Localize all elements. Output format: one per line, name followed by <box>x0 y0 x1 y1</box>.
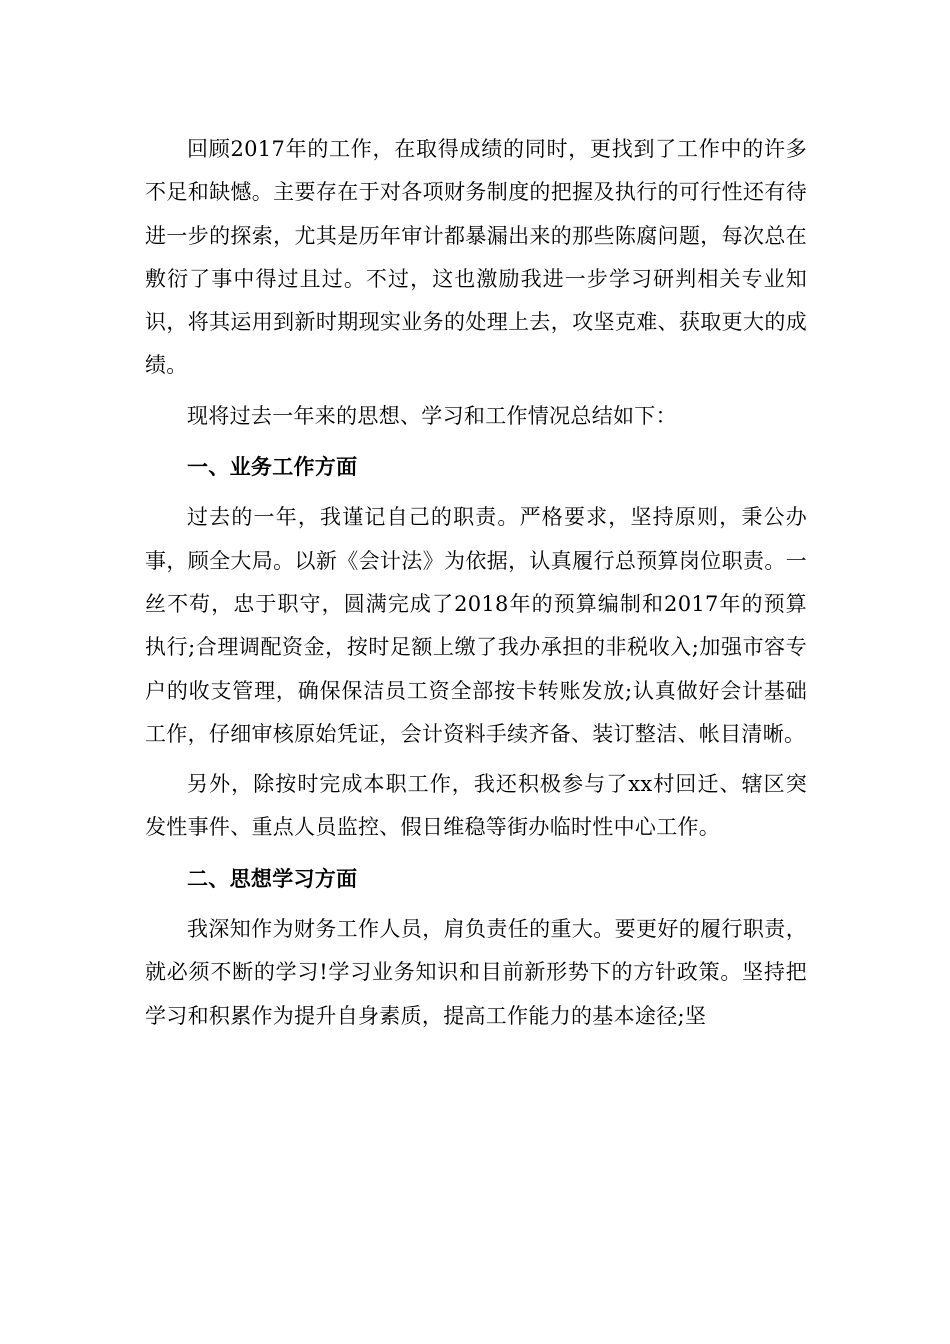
paragraph-business-duties: 过去的一年，我谨记自己的职责。严格要求，坚持原则，秉公办事，顾全大局。以新《会计法》为依据，认真履行总预算岗位职责。一丝不苟，忠于职守，圆满完成了2018年的预算编制和2017年的预算执行;合理调配资金，按时足额上缴了我办承担的非税收入;加强市容专户的收支管理，确保保洁员工资全部按卡转账发放;认真做好会计基础工作，仔细审核原始凭证，会计资料手续齐备、装订整洁、帐目清晰。 <box>145 505 807 746</box>
paragraph-review: 回顾2017年的工作，在取得成绩的同时，更找到了工作中的许多不足和缺憾。主要存在于对各项财务制度的把握及执行的可行性还有待进一步的探索，尤其是历年审计都暴漏出来的那些陈腐问题，每次总在敷衍了事中得过且过。不过，这也激励我进一步学习研判相关专业知识，将其运用到新时期现实业务的处理上去，攻坚克难、获取更大的成绩。 <box>145 137 807 378</box>
document-body <box>145 128 807 1038</box>
section-heading-business: 一、业务工作方面 <box>187 454 358 480</box>
paragraph-additional-work: 另外，除按时完成本职工作，我还积极参与了xx村回迁、辖区突发性事件、重点人员监控、假日维稳等街办临时性中心工作。 <box>145 772 807 840</box>
section-heading-study: 二、思想学习方面 <box>187 865 358 891</box>
paragraph-summary-intro: 现将过去一年来的思想、学习和工作情况总结如下： <box>187 403 677 428</box>
paragraph-study: 我深知作为财务工作人员，肩负责任的重大。要更好的履行职责，就必须不断的学习!学习业务知识和目前新形势下的方针政策。坚持把学习和积累作为提升自身素质，提高工作能力的基本途径;坚 <box>145 917 807 1028</box>
